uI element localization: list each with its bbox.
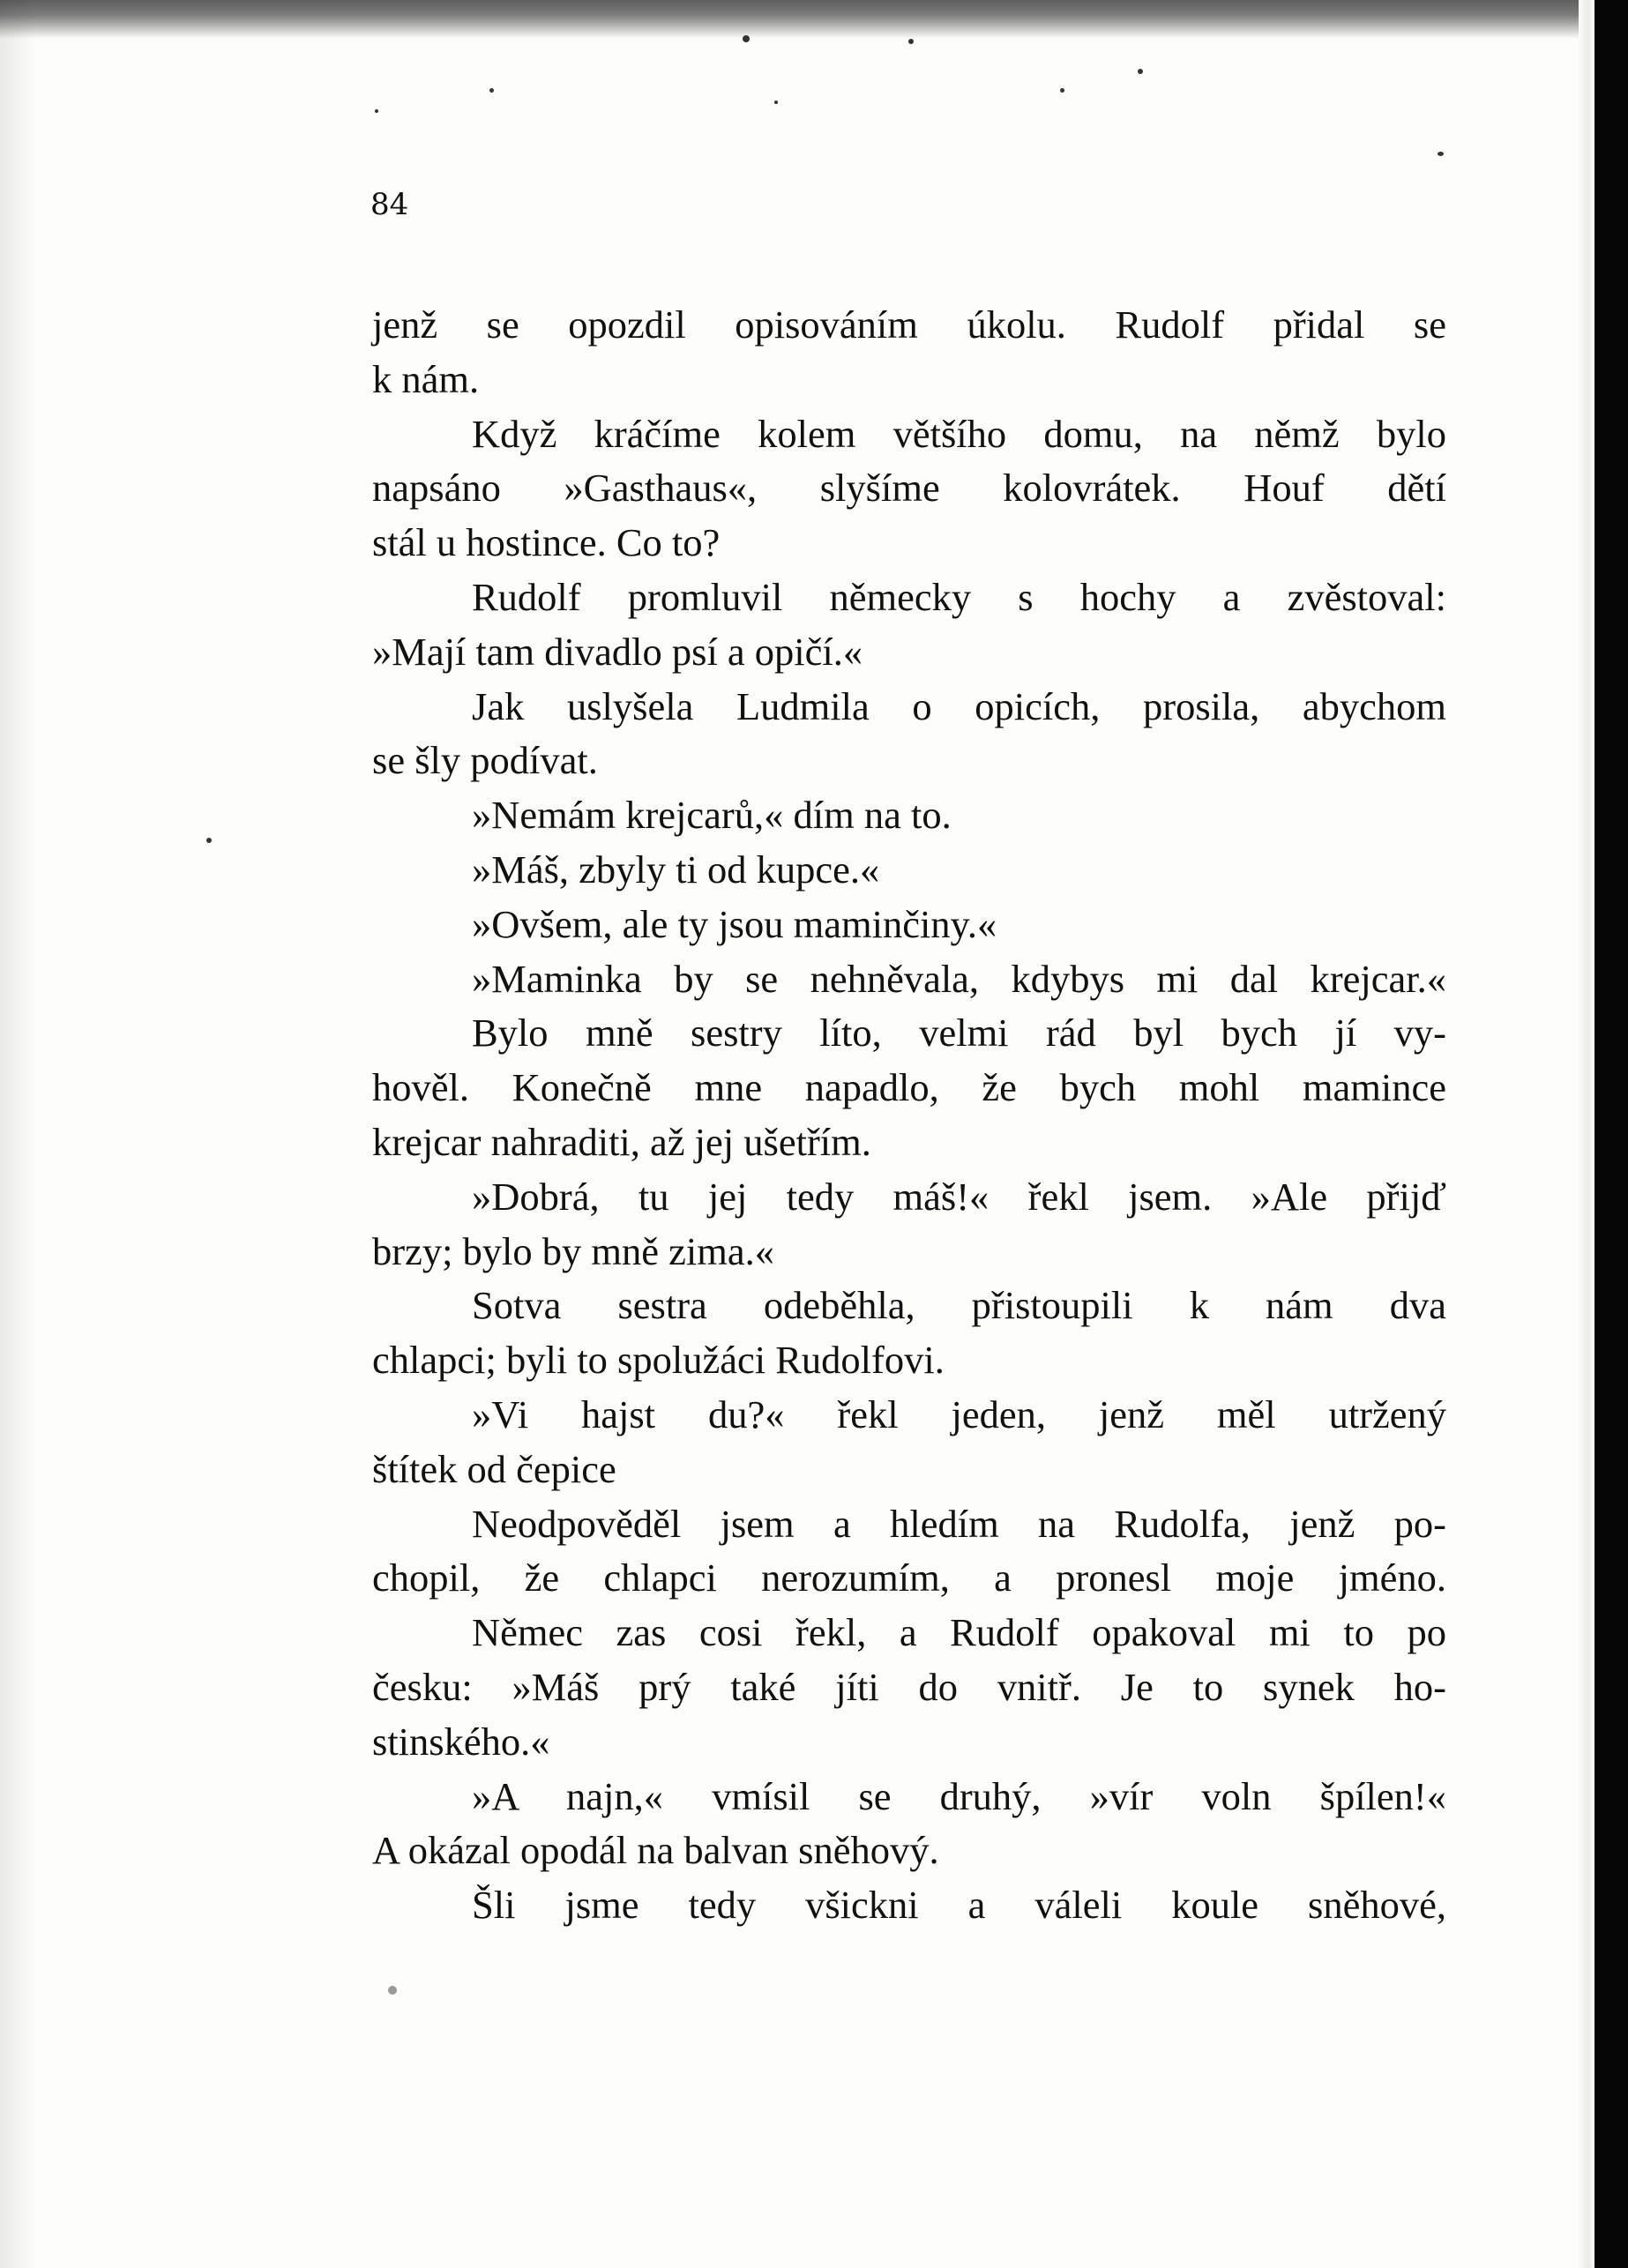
page-number: 84 bbox=[370, 187, 409, 222]
body-text bbox=[372, 298, 1446, 1933]
text-line: chopil, že chlapci nerozumím, a pronesl moje jméno. bbox=[372, 1556, 1446, 1600]
scan-speck bbox=[774, 101, 778, 104]
text-line: A okázal opodál na balvan sněhový. bbox=[372, 1828, 939, 1873]
scan-left-shadow bbox=[0, 0, 35, 2268]
text-line: Bylo mně sestry líto, velmi rád byl bych jí vy- bbox=[472, 1011, 1446, 1056]
text-line: Sotva sestra odeběhla, přistoupili k nám dva bbox=[472, 1283, 1446, 1328]
text-line: chlapci; byli to spolužáci Rudolfovi. bbox=[372, 1338, 945, 1383]
text-line: hověl. Konečně mne napadlo, že bych mohl mamince bbox=[372, 1065, 1446, 1110]
text-line: se šly podívat. bbox=[372, 738, 598, 783]
text-line: jenž se opozdil opisováním úkolu. Rudolf přidal se bbox=[372, 302, 1446, 347]
text-line: Rudolf promluvil německy s hochy a zvěstoval: bbox=[472, 574, 1446, 619]
scan-speck bbox=[375, 109, 378, 113]
text-line: Němec zas cosi řekl, a Rudolf opakoval mi to po bbox=[472, 1610, 1446, 1655]
scan-speck bbox=[489, 88, 494, 93]
scan-speck bbox=[908, 39, 914, 44]
scan-speck bbox=[1060, 88, 1064, 93]
text-line: napsáno »Gasthaus«, slyšíme kolovrátek. Houf dětí bbox=[372, 466, 1446, 511]
text-line: krejcar nahraditi, až jej ušetřím. bbox=[372, 1119, 871, 1164]
scan-speck bbox=[1438, 152, 1444, 156]
text-line: brzy; bylo by mně zima.« bbox=[372, 1228, 775, 1273]
text-line: »Nemám krejcarů,« dím na to. bbox=[472, 793, 952, 838]
page-edge bbox=[1579, 0, 1594, 2268]
text-line: Neodpověděl jsem a hledím na Rudolfa, jenž po- bbox=[472, 1501, 1446, 1546]
text-line: Šli jsme tedy všickni a váleli koule sněhové, bbox=[472, 1883, 1446, 1928]
scan-border bbox=[1594, 0, 1628, 2268]
text-line: »Mají tam divadlo psí a opičí.« bbox=[372, 629, 863, 674]
scan-speck bbox=[743, 35, 750, 42]
text-line: »Ovšem, ale ty jsou maminčiny.« bbox=[472, 901, 997, 946]
text-line: česku: »Máš prý také jíti do vnitř. Je to synek ho- bbox=[372, 1664, 1446, 1709]
scan-speck bbox=[388, 1986, 397, 1995]
text-line: štítek od čepice bbox=[372, 1446, 616, 1491]
text-line: stinského.« bbox=[372, 1719, 550, 1764]
text-line: Když kráčíme kolem většího domu, na němž bylo bbox=[472, 411, 1446, 456]
scan-speck bbox=[1138, 69, 1143, 74]
text-line: »Maminka by se nehněvala, kdybys mi dal krejcar.« bbox=[472, 956, 1446, 1001]
text-line: »Vi hajst du?« řekl jeden, jenž měl utržený bbox=[472, 1391, 1446, 1436]
text-line: »A najn,« vmísil se druhý, »vír voln špílen!« bbox=[472, 1773, 1446, 1818]
text-line: Jak uslyšela Ludmila o opicích, prosila, abychom bbox=[472, 683, 1446, 728]
scan-speck bbox=[206, 838, 212, 843]
text-line: »Máš, zbyly ti od kupce.« bbox=[472, 847, 880, 892]
scan-top-shadow bbox=[0, 0, 1594, 39]
text-line: »Dobrá, tu jej tedy máš!« řekl jsem. »Ale přijď bbox=[472, 1174, 1446, 1219]
text-line: k nám. bbox=[372, 356, 480, 401]
text-line: stál u hostince. Co to? bbox=[372, 520, 721, 565]
